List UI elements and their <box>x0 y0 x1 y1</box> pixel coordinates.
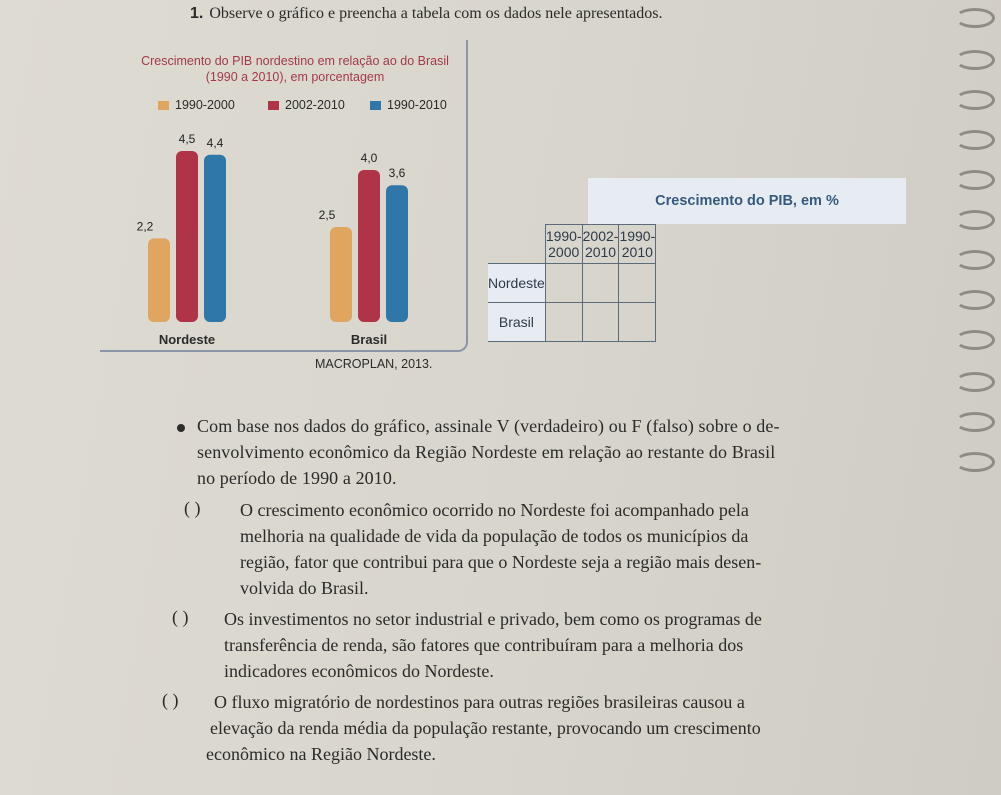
spiral-binding-icon <box>955 90 995 110</box>
spiral-binding-icon <box>955 412 995 432</box>
table-cell-input[interactable] <box>545 302 582 341</box>
spiral-binding-icon <box>955 8 995 28</box>
bar-nordeste-1990-2010 <box>204 155 226 322</box>
question-text: Observe o gráfico e preencha a tabela com os dados nele apresentados. <box>209 5 663 22</box>
table-col-header: 1990-2010 <box>619 225 656 264</box>
legend-swatch-2002-2010 <box>268 101 279 110</box>
question-prompt <box>190 5 662 23</box>
chart-title: Crescimento do PIB nordestino em relação ao do Brasil (1990 a 2010), em porcentagem <box>141 54 449 84</box>
table-cell-input[interactable] <box>619 263 656 302</box>
table-row <box>488 263 656 302</box>
bar-chart <box>100 110 466 355</box>
option-1-line: melhoria na qualidade de vida da população de todos os municípios da <box>240 526 749 546</box>
spiral-binding-icon <box>955 210 995 230</box>
category-label: Nordeste <box>158 332 216 347</box>
spiral-binding-icon <box>955 130 995 150</box>
table-row-header: Brasil <box>488 302 545 341</box>
bar-value-label: 4,0 <box>360 151 378 165</box>
answer-blank[interactable]: ( ) <box>184 498 201 518</box>
table-cell-input[interactable] <box>582 263 619 302</box>
bar-value-label: 3,6 <box>388 166 406 181</box>
spiral-binding-icon <box>955 452 995 472</box>
intro-line: no período de 1990 a 2010. <box>197 468 397 488</box>
table-cell-input[interactable] <box>582 302 619 341</box>
table-row <box>488 302 656 341</box>
legend-label: 2002-2010 <box>285 98 345 112</box>
table-cell-input[interactable] <box>619 302 656 341</box>
table-col-header: 1990-2000 <box>545 225 582 264</box>
intro-line: senvolvimento econômico da Região Nordeste em relação ao restante do Brasil <box>197 442 776 462</box>
question-number: 1. <box>190 5 204 22</box>
table-col-header: 2002-2010 <box>582 225 619 264</box>
option-3-line: elevação da renda média da população restante, provocando um crescimento <box>210 718 761 738</box>
bar-brasil-2002-2010 <box>358 170 380 322</box>
spiral-binding-icon <box>955 372 995 392</box>
bar-nordeste-2002-2010 <box>176 151 198 322</box>
legend-swatch-1990-2010 <box>370 101 381 110</box>
legend-label: 1990-2010 <box>387 98 447 112</box>
table-grid <box>488 224 656 342</box>
table-corner <box>488 225 545 264</box>
bar-value-label: 2,2 <box>136 219 154 234</box>
option-3-line: O fluxo migratório de nordestinos para outras regiões brasileiras causou a <box>214 692 745 712</box>
bar-brasil-1990-2010 <box>386 185 408 322</box>
bar-brasil-1990-2000 <box>330 227 352 322</box>
intro-line: Com base nos dados do gráfico, assinale V (verdadeiro) ou F (falso) sobre o de- <box>197 416 780 436</box>
bar-nordeste-1990-2000 <box>148 238 170 322</box>
option-1-line: O crescimento econômico ocorrido no Nordeste foi acompanhado pela <box>240 500 749 520</box>
table-title: Crescimento do PIB, em % <box>588 178 906 224</box>
option-1-line: região, fator que contribui para que o Nordeste seja a região mais desen- <box>240 552 762 572</box>
spiral-binding-icon <box>955 250 995 270</box>
bar-value-label: 4,4 <box>206 135 224 150</box>
option-2-line: transferência de renda, são fatores que contribuíram para a melhoria dos <box>224 635 744 655</box>
spiral-binding-icon <box>955 50 995 70</box>
legend-swatch-1990-2000 <box>158 101 169 110</box>
category-label: Brasil <box>350 332 388 347</box>
spiral-binding-icon <box>955 330 995 350</box>
spiral-binding-icon <box>955 170 995 190</box>
bar-value-label: 2,5 <box>318 208 336 222</box>
table-row-header: Nordeste <box>488 263 545 302</box>
answer-blank[interactable]: ( ) <box>162 690 179 710</box>
option-2-line: Os investimentos no setor industrial e privado, bem como os programas de <box>224 609 762 629</box>
option-1-line: volvida do Brasil. <box>240 578 369 598</box>
legend-label: 1990-2000 <box>175 98 235 112</box>
bar-value-label: 4,5 <box>178 132 196 146</box>
table-cell-input[interactable] <box>545 263 582 302</box>
spiral-binding-icon <box>955 290 995 310</box>
option-3-line: econômico na Região Nordeste. <box>206 744 436 764</box>
answer-blank[interactable]: ( ) <box>172 607 189 627</box>
option-2-line: indicadores econômicos do Nordeste. <box>224 661 494 681</box>
bullet-icon <box>177 424 185 432</box>
chart-source: MACROPLAN, 2013. <box>315 357 433 371</box>
